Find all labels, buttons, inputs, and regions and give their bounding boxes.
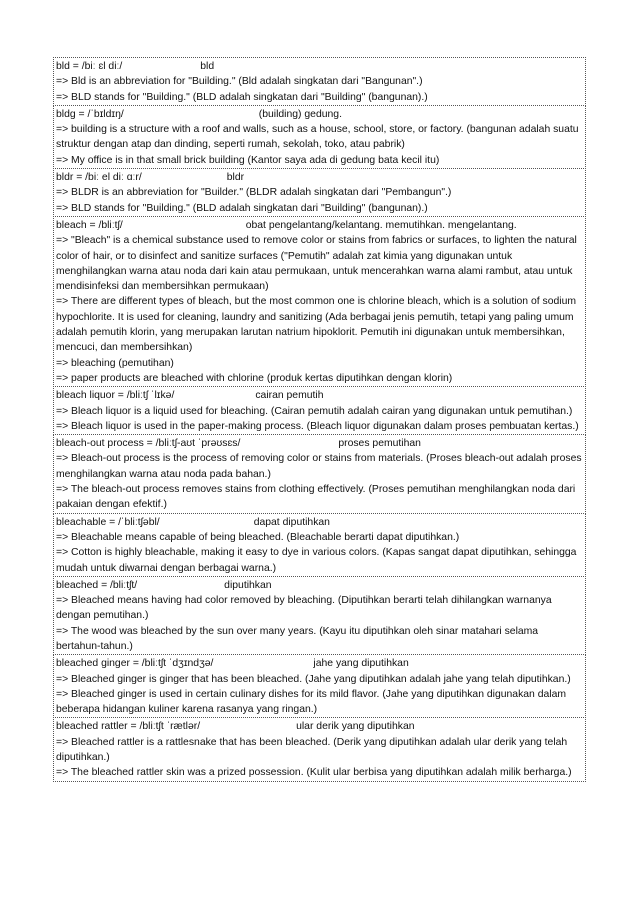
entry-line: => The bleached rattler skin was a prized possession. (Kulit ular berbisa yang diputihkan adalah milik berharga.) xyxy=(56,767,572,779)
entry-line: => building is a structure with a roof and walls, such as a house, school, store, or factory. (bangunan adalah suatu struktur dengan atap dan dinding, seperti rumah, sekolah, toko, atau pabrik) xyxy=(56,124,579,151)
entry-head xyxy=(56,515,584,530)
entry-head xyxy=(56,170,584,185)
entry-translation: proses pemutihan xyxy=(338,438,421,450)
entry-head xyxy=(56,107,584,122)
entry-translation: obat pengelantang/kelantang. memutihkan. mengelantang. xyxy=(245,219,517,231)
entry-translation: ular derik yang diputihkan xyxy=(296,721,415,733)
entry-bleached xyxy=(53,576,586,655)
entry-bleached-rattler xyxy=(53,717,586,781)
entry-bleach xyxy=(53,216,586,387)
entry-translation: dapat diputihkan xyxy=(253,516,330,528)
entry-line: => Bleached ginger is ginger that has been bleached. (Jahe yang diputihkan adalah jahe yang telah diputihkan.) xyxy=(56,673,571,685)
entry-line: => BLD stands for "Building." (BLD adalah singkatan dari "Building" (bangunan).) xyxy=(56,202,428,214)
entry-line: => Bleach liquor is a liquid used for bleaching. (Cairan pemutih adalah cairan yang digunakan untuk pemutihan.) xyxy=(56,405,573,417)
entry-translation: (building) gedung. xyxy=(258,108,342,120)
entry-term: bleached rattler = /bliːtʃt ˈrætlər/ xyxy=(56,721,201,733)
entry-line: => bleaching (pemutihan) xyxy=(56,357,174,369)
entry-bleached-ginger xyxy=(53,654,586,718)
entry-term: bleach = /bliːtʃ/ xyxy=(56,219,123,231)
entry-head xyxy=(56,218,584,233)
entry-line: => Bleached means having had color removed by bleaching. (Diputihkan berarti telah dihilangkan warnanya dengan pemutihan.) xyxy=(56,595,552,622)
entry-line: => Bleached rattler is a rattlesnake that has been bleached. (Derik yang diputihkan adalah ular derik yang telah diputihkan.) xyxy=(56,736,568,764)
entry-line: => The bleach-out process removes stains from clothing effectively. (Proses pemutihan menghilangkan noda dari pakaian dengan efektif.) xyxy=(56,484,576,511)
entry-term: bleached = /bliːtʃt/ xyxy=(56,579,138,591)
entry-translation: cairan pemutih xyxy=(255,390,324,402)
entry-term: bleached ginger = /bliːtʃt ˈdʒɪndʒə/ xyxy=(56,658,214,670)
entry-translation: bld xyxy=(200,61,215,72)
entry-bleachable xyxy=(53,513,586,577)
entry-translation: jahe yang diputihkan xyxy=(313,658,409,670)
entry-line: => paper products are bleached with chlorine (produk kertas diputihkan dengan klorin) xyxy=(56,372,453,384)
entry-term: bleach liquor = /bliːtʃ ˈlɪkə/ xyxy=(56,390,175,402)
entry-bleach-liquor xyxy=(53,386,586,435)
entry-line: => BLD stands for "Building." (BLD adalah singkatan dari "Building" (bangunan).) xyxy=(56,91,428,103)
entry-line: => Bleach liquor is used in the paper-making process. (Bleach liquor digunakan dalam proses pembuatan kertas.) xyxy=(56,420,579,432)
entry-line: => My office is in that small brick building (Kantor saya ada di gedung bata kecil itu) xyxy=(56,154,440,166)
entry-line: => "Bleach" is a chemical substance used to remove color or stains from fabrics or surfaces, to lighten the natural color of hair, or to disinfect and sanitize surfaces ("Pemutih" adalah zat kimia yang digunakan untuk menghilangkan warna atau noda dari kain atau permukaan, untuk mencerahkan warna alami rambut, atau untuk mendisinfeksi dan membersihkan permukaan) xyxy=(56,235,577,293)
entry-term: bleach-out process = /bliːtʃ-aʊt ˈprəʊsɛs/ xyxy=(56,438,241,450)
entry-head xyxy=(56,436,584,451)
entry-line: => Cotton is highly bleachable, making it easy to dye in various colors. (Kapas sangat dapat diputihkan, sehingga mudah untuk diwarnai dengan berbagai warna.) xyxy=(56,547,577,574)
entry-line: => Bleached ginger is used in certain culinary dishes for its mild flavor. (Jahe yang diputihkan digunakan dalam beberapa hidangan kuliner karena rasanya yang ringan.) xyxy=(56,688,567,716)
entry-term: bldg = /ˈbɪldɪŋ/ xyxy=(56,108,124,120)
entry-line: => Bleachable means capable of being bleached. (Bleachable berarti dapat diputihkan.) xyxy=(56,531,460,543)
entry-head xyxy=(56,578,584,593)
entry-head xyxy=(56,59,584,74)
dictionary-page xyxy=(53,57,586,782)
entry-line: => Bld is an abbreviation for "Building." (Bld adalah singkatan dari "Bangunan".) xyxy=(56,76,423,88)
entry-line: => BLDR is an abbreviation for "Builder." (BLDR adalah singkatan dari "Pembangun".) xyxy=(56,187,452,199)
entry-bld xyxy=(53,57,586,106)
entry-line: => Bleach-out process is the process of removing color or stains from materials. (Proses bleach-out adalah proses menghilangkan warna atau noda pada bahan.) xyxy=(56,453,582,480)
entry-term: bleachable = /ˈbliːtʃəbl/ xyxy=(56,516,160,528)
entry-head xyxy=(56,656,584,671)
entry-term: bldr = /biː el diː ɑːr/ xyxy=(56,172,142,184)
entry-line: => The wood was bleached by the sun over many years. (Kayu itu diputihkan oleh sinar matahari selama bertahun-tahun.) xyxy=(56,625,539,652)
entry-head xyxy=(56,719,584,734)
entry-bleach-out-process xyxy=(53,434,586,513)
entry-translation: diputihkan xyxy=(224,579,272,591)
entry-bldg xyxy=(53,105,586,169)
entry-bldr xyxy=(53,168,586,217)
entry-head xyxy=(56,388,584,403)
entry-term: bld = /biː ɛl diː/ xyxy=(56,61,123,72)
entry-translation: bldr xyxy=(226,172,245,184)
entry-line: => There are different types of bleach, but the most common one is chlorine bleach, which is a solution of sodium hypochlorite. It is used for cleaning, laundry and sanitizing (Ada berbagai jenis pemutih, tetapi yang paling umum adalah pemutih klorin, yang merupakan larutan natrium hipoklorit. Pemutih ini digunakan untuk membersihkan, mencuci, dan membersihkan) xyxy=(56,296,577,354)
